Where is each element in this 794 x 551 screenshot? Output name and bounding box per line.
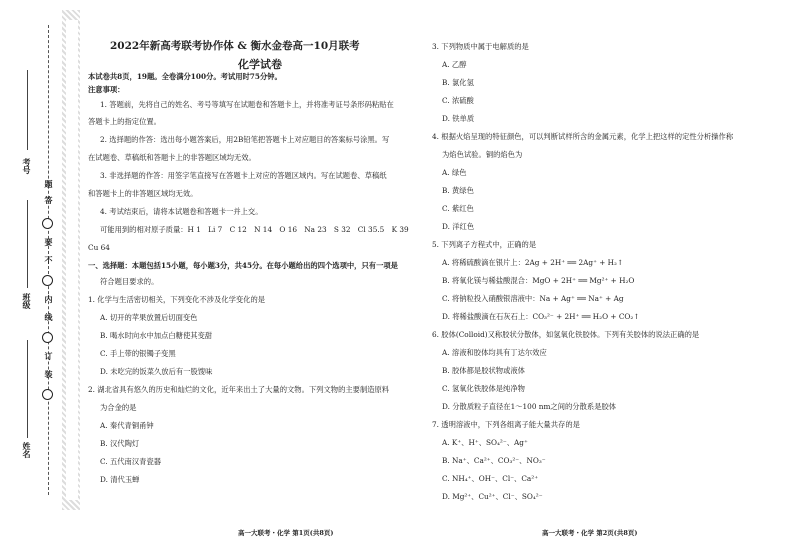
question-option: A. 切开的苹果放置后切面变色 xyxy=(100,313,198,322)
side-label-xingming: 姓名 xyxy=(22,442,32,458)
binding-char-5: 内 xyxy=(44,295,54,303)
question-option: D. 将稀盐酸滴在石灰石上：CO₃²⁻ + 2H⁺ ══ H₂O + CO₂↑ xyxy=(442,312,640,321)
question-stem: 1. 化学与生活密切相关，下列变化不涉及化学变化的是 xyxy=(88,295,266,304)
binding-circle xyxy=(42,332,53,343)
question-stem: 7. 透明溶液中，下列各组离子能大量共存的是 xyxy=(432,420,580,429)
page-title: 2022年新高考联考协作体 & 衡水金卷高一10月联考 xyxy=(110,40,360,52)
side-label-banji: 班级 xyxy=(22,293,32,309)
binding-char-8: 装 xyxy=(44,370,54,378)
banji-line xyxy=(27,200,28,288)
question-option: B. 汉代陶灯 xyxy=(100,439,140,448)
question-option: B. 氯化氢 xyxy=(442,78,474,87)
question-option: D. 铁单质 xyxy=(442,114,475,123)
binding-char-4: 不 xyxy=(44,256,54,264)
kaohao-line xyxy=(27,70,28,150)
question-option: B. 喝水时向水中加点白糖使其变甜 xyxy=(100,331,213,340)
question-stem: 4. 根据火焰呈现的特征颜色，可以判断试样所含的金属元素，化学上把这样的定性分析操作称 xyxy=(432,132,734,141)
binding-strip xyxy=(22,0,62,551)
page-footer-right: 高一大联考・化学 第2页(共8页) xyxy=(542,529,638,537)
binding-cut-area xyxy=(66,20,78,500)
question-option: A. 乙醇 xyxy=(442,60,467,69)
question-option: C. NH₄⁺、OH⁻、Cl⁻、Ca²⁺ xyxy=(442,474,539,483)
question-option: A. K⁺、H⁺、SO₄²⁻、Ag⁺ xyxy=(442,438,528,447)
question-option: D. 清代玉蝉 xyxy=(100,475,140,484)
note-line: 在试题卷、草稿纸和答题卡上的非答题区域均无效。 xyxy=(88,153,256,162)
question-option: D. 分散质粒子直径在1～100 nm之间的分散系是胶体 xyxy=(442,402,617,411)
binding-char-3: 要 xyxy=(44,238,54,246)
note-line: 4. 考试结束后，请将本试题卷和答题卡一并上交。 xyxy=(100,207,263,216)
binding-char-2: 答 xyxy=(44,196,54,204)
note-line: 答题卡上的指定位置。 xyxy=(88,117,161,126)
notes-title: 注意事项： xyxy=(88,85,125,94)
section-heading-text: 一、选择题：本题包括15小题，每小题3分，共45分。在每小题给出的四个选项中，只有一项是 xyxy=(88,261,398,270)
question-stem-cont: 为合金的是 xyxy=(100,403,137,412)
binding-circle xyxy=(42,218,53,229)
page-footer-left: 高一大联考・化学 第1页(共8页) xyxy=(238,529,334,537)
question-option: A. 将稀硫酸滴在银片上：2Ag + 2H⁺ ══ 2Ag⁺ + H₂↑ xyxy=(442,258,624,267)
question-stem: 6. 胶体(Colloid)又称胶状分散体，如氢氧化铁胶体。下列有关胶体的说法正确的是 xyxy=(432,330,700,339)
question-stem-cont: 为焰色试验。铜的焰色为 xyxy=(442,150,523,159)
note-line: 和答题卡上的非答题区域均无效。 xyxy=(88,189,198,198)
question-stem: 3. 下列物质中属于电解质的是 xyxy=(432,42,529,51)
question-option: D. 洋红色 xyxy=(442,222,475,231)
question-option: C. 紫红色 xyxy=(442,204,474,213)
question-stem: 5. 下列离子方程式中，正确的是 xyxy=(432,240,537,249)
question-option: B. 黄绿色 xyxy=(442,186,474,195)
question-option: B. 将氧化镁与稀盐酸混合：MgO + 2H⁺ ══ Mg²⁺ + H₂O xyxy=(442,276,635,285)
question-option: B. Na⁺、Ca²⁺、CO₃²⁻、NO₃⁻ xyxy=(442,456,546,465)
section-heading xyxy=(88,261,398,270)
xingming-line xyxy=(27,340,28,438)
note-line: 2. 选择题的作答：选出每小题答案后，用2B铅笔把答题卡上对应题目的答案标号涂黑。写 xyxy=(100,135,390,144)
question-option: D. Mg²⁺、Cu²⁺、Cl⁻、SO₄²⁻ xyxy=(442,492,543,501)
subject-title: 化学试卷 xyxy=(238,58,282,71)
section-heading-cont: 符合题目要求的。 xyxy=(100,277,159,286)
atomic-mass-line: Cu 64 xyxy=(88,243,110,252)
binding-char-1: 题 xyxy=(44,180,54,188)
binding-char-7: 订 xyxy=(44,352,54,360)
question-option: B. 胶体都是胶状物或液体 xyxy=(442,366,525,375)
exam-meta: 本试卷共8页，19题。全卷满分100分。考试用时75分钟。 xyxy=(88,72,282,81)
binding-circle xyxy=(42,389,53,400)
note-line: 1. 答题前，先将自己的姓名、考号等填写在试题卷和答题卡上，并将准考证号条形码粘贴在 xyxy=(100,100,394,109)
question-option: D. 未吃完的饭菜久放后有一股馊味 xyxy=(100,367,213,376)
atomic-mass-line: 可能用到的相对原子质量：H 1 Li 7 C 12 N 14 O 16 Na 23 S 32 Cl 35.5 K 39 xyxy=(100,225,409,234)
question-stem: 2. 湖北省具有悠久的历史和灿烂的文化，近年来出土了大量的文物。下列文物的主要制造原料 xyxy=(88,385,390,394)
question-option: A. 溶液和胶体均具有丁达尔效应 xyxy=(442,348,547,357)
question-option: A. 秦代青铜甬钟 xyxy=(100,421,154,430)
question-option: C. 浓硫酸 xyxy=(442,96,474,105)
question-option: C. 手上带的银镯子变黑 xyxy=(100,349,176,358)
note-line: 3. 非选择题的作答：用签字笔直接写在答题卡上对应的答题区域内。写在试题卷、草稿纸 xyxy=(100,171,387,180)
binding-char-6: 线 xyxy=(44,313,54,321)
question-option: A. 绿色 xyxy=(442,168,467,177)
question-option: C. 氢氧化铁胶体是纯净物 xyxy=(442,384,525,393)
question-option: C. 五代南汉青瓷器 xyxy=(100,457,162,466)
question-option: C. 将钠粒投入硝酸银溶液中：Na + Ag⁺ ══ Na⁺ + Ag xyxy=(442,294,624,303)
binding-circle xyxy=(42,275,53,286)
side-label-kaohao: 考号 xyxy=(22,158,32,174)
